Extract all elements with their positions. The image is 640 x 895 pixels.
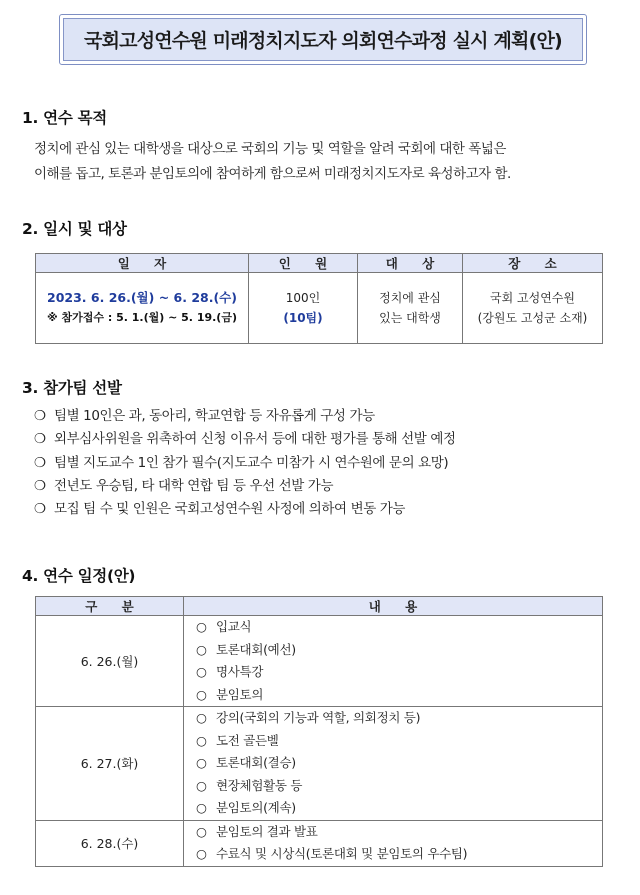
place-line-2: (강원도 고성군 소재) [477, 311, 588, 325]
list-item: ❍ 전년도 우승팀, 타 대학 연합 팀 등 우선 선발 가능 [34, 475, 456, 498]
circle-bullet-icon: ❍ [34, 408, 46, 424]
header-target: 대 상 [358, 254, 463, 273]
table-row [36, 820, 603, 866]
target-line-2: 있는 대학생 [379, 311, 441, 325]
section-3-heading: 3. 참가팀 선발 [22, 379, 122, 397]
list-item: ○ 수료식 및 시상식(토론대회 및 분임토의 우수팀) [196, 843, 602, 866]
place-line-1: 국회 고성연수원 [490, 291, 575, 305]
title-box [59, 14, 587, 65]
circle-bullet-icon: ❍ [34, 501, 46, 518]
day-2-date: 6. 27.(화) [36, 707, 184, 821]
table-row [36, 707, 603, 821]
team-count: (10팀) [283, 311, 323, 325]
list-item: ❍ 팀별 지도교수 1인 참가 필수(지도교수 미참가 시 연수원에 문의 요망) [34, 452, 456, 475]
list-item: ○ 도전 골든벨 [196, 730, 602, 753]
target-line-1: 정치에 관심 [379, 291, 441, 305]
list-item: ○ 분임토의 결과 발표 [196, 821, 602, 844]
program-schedule-table [35, 596, 603, 867]
list-item: ○ 강의(국회의 기능과 역할, 의회정치 등) [196, 707, 602, 730]
list-item: ○ 토론대회(결승) [196, 752, 602, 775]
schedule-target-table [35, 253, 603, 344]
list-item: ○ 명사특강 [196, 661, 602, 684]
circle-bullet-icon: ○ [196, 710, 207, 725]
list-item: ○ 입교식 [196, 616, 602, 639]
circle-bullet-icon: ○ [196, 641, 207, 657]
header-category: 구 분 [36, 597, 184, 616]
people-count: 100인 [285, 291, 321, 305]
header-content: 내 용 [184, 597, 603, 616]
day-3-items [184, 820, 603, 866]
day-2-items [184, 707, 603, 821]
table-row [36, 273, 603, 344]
section-1-heading: 1. 연수 목적 [22, 109, 107, 127]
event-date: 2023. 6. 26.(월) ~ 6. 28.(수) [47, 290, 237, 305]
list-item: ❍ 팀별 10인은 과, 동아리, 학교연합 등 자유롭게 구성 가능 [34, 405, 456, 428]
circle-bullet-icon: ○ [196, 777, 207, 793]
day-3-date: 6. 28.(수) [36, 820, 184, 866]
circle-bullet-icon: ○ [196, 823, 207, 839]
section-2-heading: 2. 일시 및 대상 [22, 220, 127, 238]
header-place: 장 소 [463, 254, 603, 273]
target-cell [358, 273, 463, 344]
list-item: ○ 현장체험활동 등 [196, 775, 602, 798]
circle-bullet-icon: ❍ [34, 477, 46, 494]
people-cell [249, 273, 358, 344]
header-people: 인 원 [249, 254, 358, 273]
circle-bullet-icon: ○ [196, 619, 207, 634]
list-item: ○ 분임토의(계속) [196, 797, 602, 820]
list-item: ○ 분임토의 [196, 684, 602, 707]
day-1-date: 6. 26.(월) [36, 616, 184, 707]
list-item: ❍ 모집 팀 수 및 인원은 국회고성연수원 사정에 의하여 변동 가능 [34, 498, 456, 521]
page-title: 국회고성연수원 미래정치지도자 의회연수과정 실시 계획(안) [63, 18, 583, 61]
selection-list [34, 405, 456, 521]
table-header-row [36, 597, 603, 616]
circle-bullet-icon: ❍ [34, 431, 46, 448]
day-1-items [184, 616, 603, 707]
list-item: ❍ 외부심사위원을 위촉하여 신청 이유서 등에 대한 평가를 통해 선발 예정 [34, 428, 456, 451]
section-4-heading: 4. 연수 일정(안) [22, 567, 136, 585]
circle-bullet-icon: ○ [196, 664, 207, 679]
header-date: 일 자 [36, 254, 249, 273]
date-cell [36, 273, 249, 344]
circle-bullet-icon: ○ [196, 686, 207, 702]
circle-bullet-icon: ○ [196, 755, 207, 770]
table-header-row [36, 254, 603, 273]
purpose-line-1: 정치에 관심 있는 대학생을 대상으로 국회의 기능 및 역할을 알려 국회에 대한 폭넓은 [34, 141, 506, 157]
list-item: ○ 토론대회(예선) [196, 639, 602, 662]
circle-bullet-icon: ❍ [34, 454, 46, 471]
circle-bullet-icon: ○ [196, 800, 207, 815]
table-row [36, 616, 603, 707]
place-cell [463, 273, 603, 344]
purpose-line-2: 이해를 돕고, 토론과 분임토의에 참여하게 함으로써 미래정치지도자로 육성하고자 함. [34, 166, 511, 182]
circle-bullet-icon: ○ [196, 846, 207, 861]
circle-bullet-icon: ○ [196, 732, 207, 748]
registration-period: ※ 참가접수 : 5. 1.(월) ~ 5. 19.(금) [47, 311, 237, 324]
purpose-paragraph [34, 137, 626, 187]
